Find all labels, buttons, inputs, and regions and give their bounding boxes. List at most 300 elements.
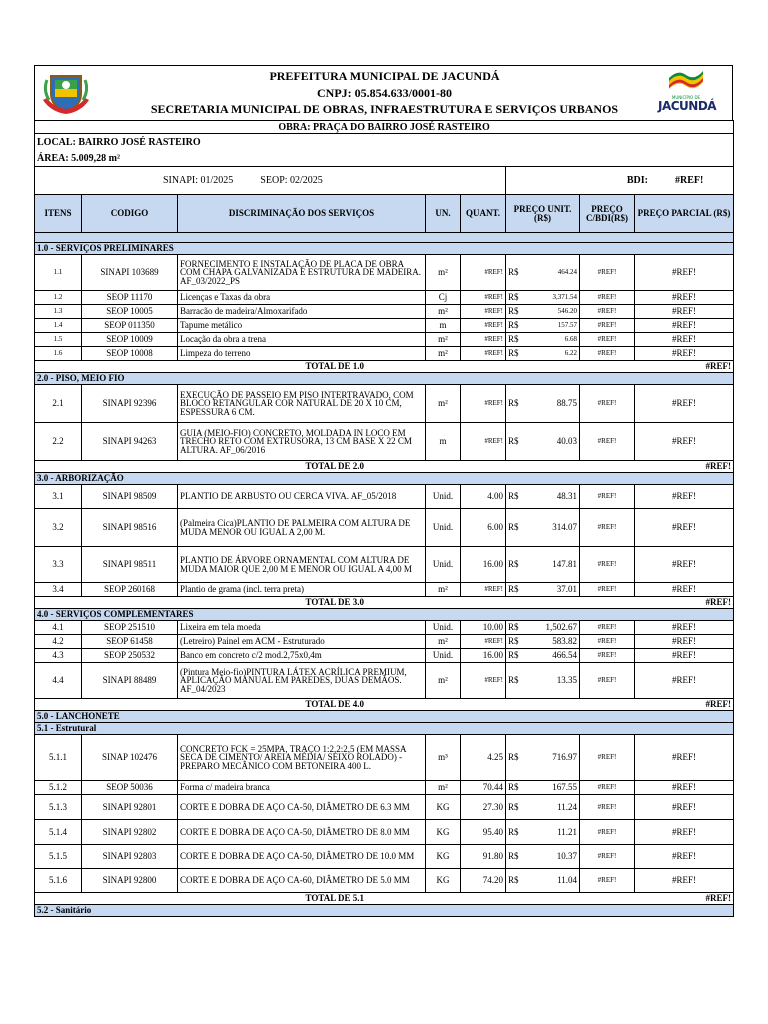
item-price-partial: #REF! <box>635 649 734 663</box>
table-row <box>35 347 734 361</box>
item-unit-price <box>506 547 580 583</box>
item-unit-price <box>506 583 580 597</box>
item-quantity: 74.20 <box>461 869 506 893</box>
item-unit: KG <box>426 820 461 845</box>
currency-symbol: R$ <box>508 398 519 408</box>
currency-symbol: R$ <box>508 622 519 632</box>
item-price-bdi: #REF! <box>580 635 635 649</box>
unit-price-value: 147.81 <box>552 559 577 569</box>
table-row <box>35 635 734 649</box>
item-code: SINAPI 98516 <box>82 509 178 547</box>
table-row <box>35 820 734 845</box>
item-quantity: 10.00 <box>461 621 506 635</box>
section-header <box>35 711 734 723</box>
bdi-cell <box>506 167 734 195</box>
currency-symbol: R$ <box>508 875 519 885</box>
total-value: #REF! <box>635 699 734 711</box>
unit-price-value: 40.03 <box>556 436 577 446</box>
sinapi-date: SINAPI: 01/2025 <box>163 175 234 186</box>
total-value: #REF! <box>635 461 734 473</box>
item-price-bdi: #REF! <box>580 319 635 333</box>
item-code: SINAPI 92802 <box>82 820 178 845</box>
item-price-bdi: #REF! <box>580 820 635 845</box>
item-unit: m <box>426 319 461 333</box>
col-discriminacao: DISCRIMINAÇÃO DOS SERVIÇOS <box>178 195 426 233</box>
currency-symbol: R$ <box>508 752 519 762</box>
item-price-bdi: #REF! <box>580 735 635 781</box>
item-number: 1.5 <box>35 333 82 347</box>
item-unit-price <box>506 781 580 795</box>
unit-price-value: 6.22 <box>564 349 577 357</box>
item-description: Limpeza do terreno <box>178 347 426 361</box>
item-description: EXECUÇÃO DE PASSEIO EM PISO INTERTRAVADO, COM BLOCO RETANGULAR COR NATURAL DE 20 X 10 CM, ESPESSURA 6 CM. <box>178 385 426 423</box>
section-header <box>35 473 734 485</box>
item-number: 3.3 <box>35 547 82 583</box>
item-quantity: #REF! <box>461 663 506 699</box>
logo-name: JACUNDÁ <box>658 99 717 113</box>
item-code: SEOP 251510 <box>82 621 178 635</box>
subsection-header <box>35 905 734 917</box>
item-unit-price <box>506 385 580 423</box>
item-description: Plantio de grama (incl. terra preta) <box>178 583 426 597</box>
total-label: TOTAL DE 1.0 <box>35 361 635 373</box>
seop-date: SEOP: 02/2025 <box>260 175 323 186</box>
item-number: 1.1 <box>35 255 82 291</box>
item-unit-price <box>506 333 580 347</box>
table-row <box>35 509 734 547</box>
item-unit-price <box>506 319 580 333</box>
unit-price-value: 88.75 <box>556 398 577 408</box>
item-code: SINAPI 92800 <box>82 869 178 893</box>
item-quantity: 95.40 <box>461 820 506 845</box>
table-row <box>35 333 734 347</box>
item-unit-price <box>506 820 580 845</box>
item-quantity: 16.00 <box>461 547 506 583</box>
item-price-partial: #REF! <box>635 347 734 361</box>
table-row <box>35 781 734 795</box>
item-price-bdi: #REF! <box>580 333 635 347</box>
total-label: TOTAL DE 2.0 <box>35 461 635 473</box>
item-number: 2.2 <box>35 423 82 461</box>
table-row <box>35 735 734 781</box>
unit-price-value: 314.07 <box>552 522 577 532</box>
unit-price-value: 10.37 <box>556 851 577 861</box>
table-row <box>35 663 734 699</box>
item-code: SINAPI 98509 <box>82 485 178 509</box>
total-row <box>35 597 734 609</box>
item-number: 4.4 <box>35 663 82 699</box>
table-row <box>35 845 734 869</box>
item-number: 1.6 <box>35 347 82 361</box>
unit-price-value: 6.68 <box>564 335 577 343</box>
item-number: 5.1.4 <box>35 820 82 845</box>
item-price-partial: #REF! <box>635 291 734 305</box>
document-header <box>34 65 733 120</box>
item-code: SEOP 011350 <box>82 319 178 333</box>
item-description: GUIA (MEIO-FIO) CONCRETO, MOLDADA IN LOCO EM TRECHO RETO COM EXTRUSORA, 13 CM BASE X 22 CM ALTURA. AF_06/2016 <box>178 423 426 461</box>
item-price-bdi: #REF! <box>580 509 635 547</box>
item-code: SEOP 61458 <box>82 635 178 649</box>
unit-price-value: 716.97 <box>552 752 577 762</box>
currency-symbol: R$ <box>508 292 519 302</box>
col-un: UN. <box>426 195 461 233</box>
item-price-partial: #REF! <box>635 663 734 699</box>
item-price-partial: #REF! <box>635 795 734 820</box>
item-description: Tapume metálico <box>178 319 426 333</box>
item-quantity: #REF! <box>461 385 506 423</box>
item-quantity: 4.25 <box>461 735 506 781</box>
item-code: SEOP 50036 <box>82 781 178 795</box>
item-description: Barracão de madeira/Almoxarifado <box>178 305 426 319</box>
table-row <box>35 319 734 333</box>
currency-symbol: R$ <box>508 782 519 792</box>
item-price-bdi: #REF! <box>580 291 635 305</box>
item-number: 1.3 <box>35 305 82 319</box>
item-quantity: #REF! <box>461 423 506 461</box>
item-description: Forma c/ madeira branca <box>178 781 426 795</box>
currency-symbol: R$ <box>508 267 519 277</box>
local-row <box>35 134 734 151</box>
item-number: 4.2 <box>35 635 82 649</box>
unit-price-value: 583.82 <box>552 636 577 646</box>
col-itens: ITENS <box>35 195 82 233</box>
section-header <box>35 609 734 621</box>
item-description: (Letreiro) Painel em ACM - Estruturado <box>178 635 426 649</box>
table-row <box>35 649 734 663</box>
item-price-bdi: #REF! <box>580 781 635 795</box>
item-price-partial: #REF! <box>635 385 734 423</box>
unit-price-value: 11.21 <box>557 826 577 837</box>
item-code: SINAPI 88489 <box>82 663 178 699</box>
unit-price-value: 157.57 <box>557 321 577 329</box>
item-price-partial: #REF! <box>635 845 734 869</box>
total-row <box>35 893 734 905</box>
item-price-bdi: #REF! <box>580 385 635 423</box>
reference-row <box>35 167 734 195</box>
item-unit: m² <box>426 635 461 649</box>
section-header-title: 3.0 - ARBORIZAÇÃO <box>35 473 734 485</box>
item-unit-price <box>506 845 580 869</box>
item-number: 3.4 <box>35 583 82 597</box>
item-quantity: 16.00 <box>461 649 506 663</box>
item-price-partial: #REF! <box>635 820 734 845</box>
item-description: CONCRETO FCK = 25MPA, TRAÇO 1:2,2:2,5 (EM MASSA SECA DE CIMENTO/ AREIA MÉDIA/ SEIXO ROLADO) - PREPARO MECÂNICO COM BETONEIRA 400 L. <box>178 735 426 781</box>
item-price-partial: #REF! <box>635 485 734 509</box>
item-quantity: #REF! <box>461 305 506 319</box>
currency-symbol: R$ <box>508 826 519 837</box>
jacunda-logo <box>658 70 717 113</box>
item-unit: m² <box>426 781 461 795</box>
total-row <box>35 361 734 373</box>
total-label: TOTAL DE 3.0 <box>35 597 635 609</box>
unit-price-value: 167.55 <box>552 782 577 792</box>
bdi-label: BDI: <box>626 175 648 186</box>
total-label: TOTAL DE 5.1 <box>35 893 635 905</box>
item-quantity: #REF! <box>461 347 506 361</box>
item-code: SINAP 102476 <box>82 735 178 781</box>
currency-symbol: R$ <box>508 675 519 685</box>
item-quantity: #REF! <box>461 291 506 305</box>
item-price-bdi: #REF! <box>580 795 635 820</box>
item-price-partial: #REF! <box>635 305 734 319</box>
currency-symbol: R$ <box>508 851 519 861</box>
item-number: 2.1 <box>35 385 82 423</box>
item-number: 3.2 <box>35 509 82 547</box>
item-number: 5.1.3 <box>35 795 82 820</box>
unit-price-value: 11.24 <box>557 801 577 812</box>
section-header-title: 1.0 - SERVIÇOS PRELIMINARES <box>35 243 734 255</box>
item-code: SINAPI 92801 <box>82 795 178 820</box>
item-unit: m² <box>426 305 461 319</box>
column-header-row <box>35 195 734 233</box>
item-number: 5.1.2 <box>35 781 82 795</box>
item-description: Licenças e Taxas da obra <box>178 291 426 305</box>
item-number: 5.1.1 <box>35 735 82 781</box>
unit-price-value: 11.04 <box>557 875 577 885</box>
item-price-partial: #REF! <box>635 781 734 795</box>
unit-price-value: 13.35 <box>556 675 577 685</box>
item-price-partial: #REF! <box>635 509 734 547</box>
table-row <box>35 485 734 509</box>
obra-row <box>35 121 734 134</box>
item-code: SINAPI 94263 <box>82 423 178 461</box>
item-price-bdi: #REF! <box>580 423 635 461</box>
currency-symbol: R$ <box>508 584 519 594</box>
item-code: SEOP 250532 <box>82 649 178 663</box>
obra-title: OBRA: PRAÇA DO BAIRRO JOSÉ RASTEIRO <box>35 121 734 134</box>
item-description: Banco em concreto c/2 mod.2,75x0,4m <box>178 649 426 663</box>
item-price-partial: #REF! <box>635 735 734 781</box>
item-unit-price <box>506 869 580 893</box>
budget-table <box>34 120 734 917</box>
item-description: Lixeira em tela moeda <box>178 621 426 635</box>
item-code: SINAPI 92396 <box>82 385 178 423</box>
table-row <box>35 547 734 583</box>
area-row <box>35 151 734 167</box>
item-unit: Unid. <box>426 485 461 509</box>
item-unit-price <box>506 347 580 361</box>
item-unit-price <box>506 621 580 635</box>
item-unit: m² <box>426 583 461 597</box>
item-quantity: #REF! <box>461 635 506 649</box>
currency-symbol: R$ <box>508 559 519 569</box>
currency-symbol: R$ <box>508 348 519 358</box>
total-label: TOTAL DE 4.0 <box>35 699 635 711</box>
col-preco-unit: PREÇO UNIT. (R$) <box>506 195 580 233</box>
currency-symbol: R$ <box>508 436 519 446</box>
item-description: CORTE E DOBRA DE AÇO CA-50, DIÂMETRO DE 8.0 MM <box>178 820 426 845</box>
item-number: 4.3 <box>35 649 82 663</box>
table-row <box>35 621 734 635</box>
area-label: ÁREA: 5.009,28 m² <box>35 151 734 167</box>
item-price-bdi: #REF! <box>580 621 635 635</box>
item-unit: Unid. <box>426 621 461 635</box>
item-unit: m <box>426 423 461 461</box>
unit-price-value: 546.20 <box>557 307 577 315</box>
currency-symbol: R$ <box>508 522 519 532</box>
item-price-partial: #REF! <box>635 621 734 635</box>
item-code: SINAPI 92803 <box>82 845 178 869</box>
total-row <box>35 699 734 711</box>
item-unit-price <box>506 423 580 461</box>
table-row <box>35 291 734 305</box>
item-unit-price <box>506 485 580 509</box>
item-description: CORTE E DOBRA DE AÇO CA-50, DIÂMETRO DE 6.3 MM <box>178 795 426 820</box>
item-unit-price <box>506 635 580 649</box>
item-unit-price <box>506 291 580 305</box>
item-unit: m² <box>426 385 461 423</box>
unit-price-value: 466.54 <box>552 650 577 660</box>
item-quantity: #REF! <box>461 255 506 291</box>
item-description: (Palmeira Cica)PLANTIO DE PALMEIRA COM ALTURA DE MUDA MENOR OU IGUAL A 2,00 M. <box>178 509 426 547</box>
item-quantity: #REF! <box>461 583 506 597</box>
item-code: SINAPI 103689 <box>82 255 178 291</box>
item-unit: Unid. <box>426 649 461 663</box>
item-description: PLANTIO DE ÁRVORE ORNAMENTAL COM ALTURA DE MUDA MAIOR QUE 2,00 M E MENOR OU IGUAL A 4,00 M <box>178 547 426 583</box>
col-quant: QUANT. <box>461 195 506 233</box>
spacer-row <box>35 233 734 243</box>
item-number: 1.2 <box>35 291 82 305</box>
item-price-bdi: #REF! <box>580 485 635 509</box>
flag-icon <box>667 70 705 90</box>
col-preco-bdi: PREÇO C/BDI(R$) <box>580 195 635 233</box>
item-unit: m² <box>426 347 461 361</box>
item-description: PLANTIO DE ARBUSTO OU CERCA VIVA. AF_05/2018 <box>178 485 426 509</box>
section-header-title: 2.0 - PISO, MEIO FIO <box>35 373 734 385</box>
unit-price-value: 1,502.67 <box>545 622 577 632</box>
item-price-partial: #REF! <box>635 423 734 461</box>
item-price-bdi: #REF! <box>580 305 635 319</box>
currency-symbol: R$ <box>508 650 519 660</box>
unit-price-value: 37.01 <box>556 584 577 594</box>
item-price-bdi: #REF! <box>580 869 635 893</box>
logo-subtitle: MUNICÍPIO DE <box>671 95 701 100</box>
subsection-header <box>35 723 734 735</box>
item-code: SEOP 10005 <box>82 305 178 319</box>
section-header-title: 5.0 - LANCHONETE <box>35 711 734 723</box>
item-description: (Pintura Meio-fio)PINTURA LÁTEX ACRÍLICA PREMIUM, APLICAÇÃO MANUAL EM PAREDES, DUAS DEMÃOS. AF_04/2023 <box>178 663 426 699</box>
cnpj: CNPJ: 05.854.633/0001-80 <box>317 86 452 100</box>
item-quantity: 27.30 <box>461 795 506 820</box>
table-row <box>35 305 734 319</box>
item-price-bdi: #REF! <box>580 649 635 663</box>
section-header <box>35 373 734 385</box>
item-number: 4.1 <box>35 621 82 635</box>
item-unit-price <box>506 255 580 291</box>
unit-price-value: 48.31 <box>556 491 577 501</box>
item-quantity: 70.44 <box>461 781 506 795</box>
total-value: #REF! <box>635 361 734 373</box>
item-price-bdi: #REF! <box>580 583 635 597</box>
table-row <box>35 385 734 423</box>
table-row <box>35 255 734 291</box>
item-description: FORNECIMENTO E INSTALAÇÃO DE PLACA DE OBRA COM CHAPA GALVANIZADA E ESTRUTURA DE MADEIRA. AF_03/2022_PS <box>178 255 426 291</box>
unit-price-value: 3,371.54 <box>552 293 577 301</box>
item-price-partial: #REF! <box>635 635 734 649</box>
table-row <box>35 869 734 893</box>
item-unit: m² <box>426 663 461 699</box>
table-row <box>35 795 734 820</box>
item-unit: KG <box>426 845 461 869</box>
unit-price-value: 464.24 <box>557 268 577 276</box>
department-title: SECRETARIA MUNICIPAL DE OBRAS, INFRAESTRUTURA E SERVIÇOS URBANOS <box>150 102 619 116</box>
total-value: #REF! <box>635 893 734 905</box>
item-price-partial: #REF! <box>635 333 734 347</box>
item-description: CORTE E DOBRA DE AÇO CA-50, DIÂMETRO DE 10.0 MM <box>178 845 426 869</box>
currency-symbol: R$ <box>508 491 519 501</box>
item-quantity: 91.80 <box>461 845 506 869</box>
section-header-title: 4.0 - SERVIÇOS COMPLEMENTARES <box>35 609 734 621</box>
item-unit: m³ <box>426 735 461 781</box>
item-price-partial: #REF! <box>635 255 734 291</box>
item-unit-price <box>506 663 580 699</box>
item-price-bdi: #REF! <box>580 347 635 361</box>
item-price-partial: #REF! <box>635 319 734 333</box>
item-price-partial: #REF! <box>635 547 734 583</box>
item-quantity: 4.00 <box>461 485 506 509</box>
item-code: SEOP 11170 <box>82 291 178 305</box>
item-quantity: #REF! <box>461 333 506 347</box>
item-code: SEOP 10009 <box>82 333 178 347</box>
item-quantity: #REF! <box>461 319 506 333</box>
table-row <box>35 583 734 597</box>
item-price-partial: #REF! <box>635 583 734 597</box>
col-codigo: CODIGO <box>82 195 178 233</box>
currency-symbol: R$ <box>508 306 519 316</box>
item-price-bdi: #REF! <box>580 663 635 699</box>
currency-symbol: R$ <box>508 334 519 344</box>
city-hall-title: PREFEITURA MUNICIPAL DE JACUNDÁ <box>269 69 500 83</box>
item-number: 3.1 <box>35 485 82 509</box>
item-unit: m² <box>426 333 461 347</box>
item-price-bdi: #REF! <box>580 255 635 291</box>
item-code: SINAPI 98511 <box>82 547 178 583</box>
item-description: CORTE E DOBRA DE AÇO CA-60, DIÂMETRO DE 5.0 MM <box>178 869 426 893</box>
item-number: 1.4 <box>35 319 82 333</box>
item-unit-price <box>506 795 580 820</box>
item-unit-price <box>506 305 580 319</box>
item-unit-price <box>506 649 580 663</box>
currency-symbol: R$ <box>508 801 519 812</box>
item-code: SEOP 10008 <box>82 347 178 361</box>
item-number: 5.1.5 <box>35 845 82 869</box>
item-unit: Unid. <box>426 509 461 547</box>
item-unit-price <box>506 509 580 547</box>
item-unit: m² <box>426 255 461 291</box>
section-header <box>35 243 734 255</box>
reference-dates <box>35 167 506 195</box>
item-description: Locação da obra a trena <box>178 333 426 347</box>
total-row <box>35 461 734 473</box>
currency-symbol: R$ <box>508 320 519 330</box>
item-unit: KG <box>426 869 461 893</box>
item-price-partial: #REF! <box>635 869 734 893</box>
item-price-bdi: #REF! <box>580 845 635 869</box>
item-unit: Cj <box>426 291 461 305</box>
item-number: 5.1.6 <box>35 869 82 893</box>
budget-sheet <box>34 65 733 917</box>
total-value: #REF! <box>635 597 734 609</box>
subsection-header-title: 5.1 - Estrutural <box>35 723 734 735</box>
local-label: LOCAL: BAIRRO JOSÉ RASTEIRO <box>35 134 734 151</box>
table-row <box>35 423 734 461</box>
item-unit-price <box>506 735 580 781</box>
item-unit: Unid. <box>426 547 461 583</box>
currency-symbol: R$ <box>508 636 519 646</box>
item-quantity: 6.00 <box>461 509 506 547</box>
item-code: SEOP 260168 <box>82 583 178 597</box>
item-price-bdi: #REF! <box>580 547 635 583</box>
